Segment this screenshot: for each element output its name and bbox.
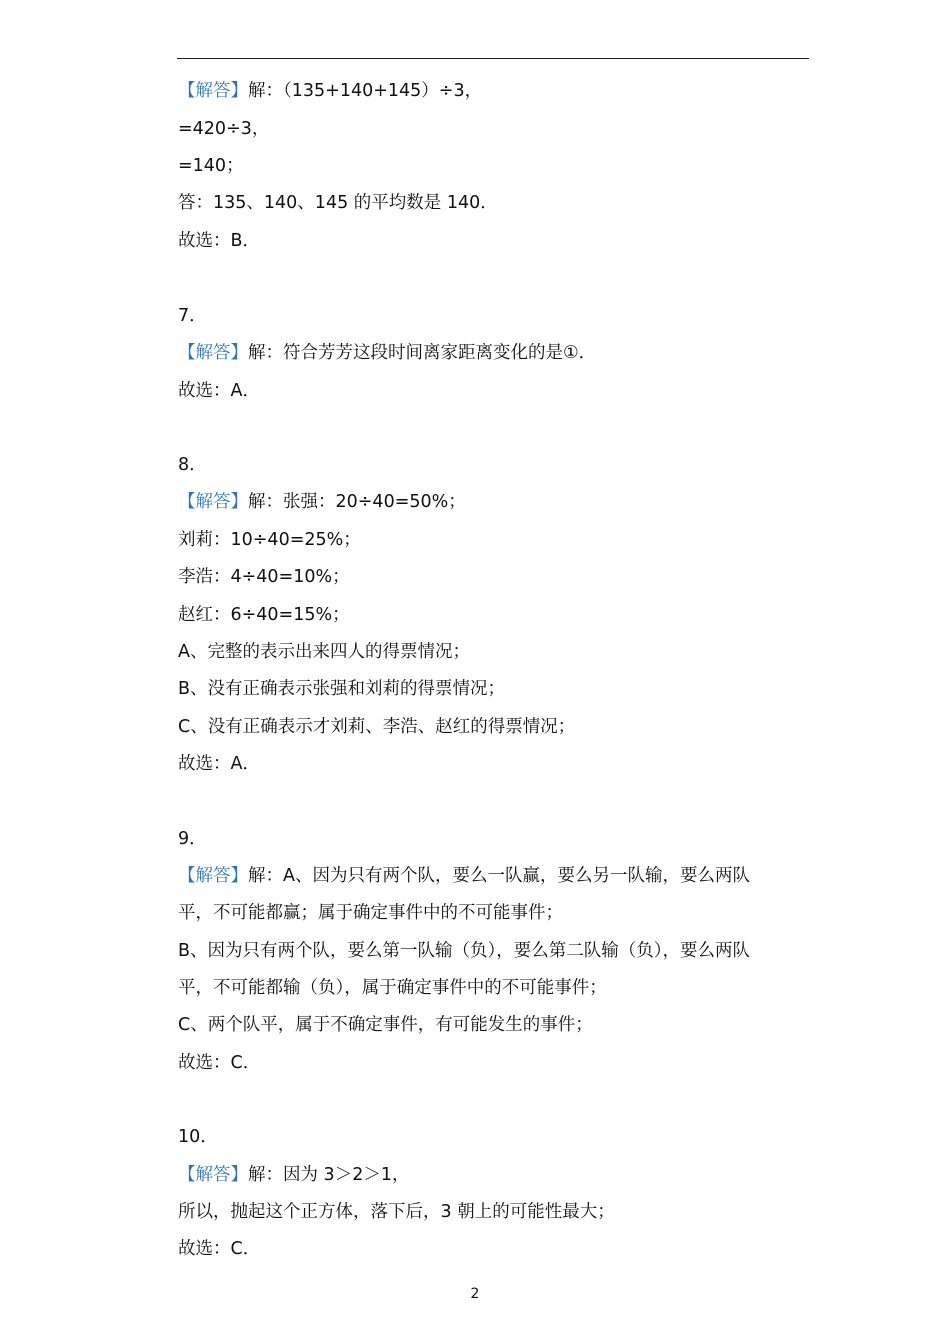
answer-line: 【解答】解：张强：20÷40=50%； bbox=[178, 492, 466, 512]
text-line: 刘莉：10÷40=25%； bbox=[178, 530, 361, 550]
header-rule bbox=[177, 58, 809, 59]
text-line: 故选：B． bbox=[178, 231, 261, 251]
text-line: 故选：C． bbox=[178, 1053, 261, 1073]
text-line: 答：135、140、145 的平均数是 140． bbox=[178, 193, 498, 213]
answer-tag: 【解答】 bbox=[178, 343, 248, 363]
answer-tag: 【解答】 bbox=[178, 866, 248, 886]
text-line: 平，不可能都输（负），属于确定事件中的不可能事件； bbox=[178, 978, 607, 998]
answer-line: 【解答】解：A、因为只有两个队，要么一队赢，要么另一队输，要么两队 bbox=[178, 866, 750, 886]
answer-tag: 【解答】 bbox=[178, 81, 248, 101]
text-line: A、完整的表示出来四人的得票情况； bbox=[178, 642, 470, 662]
answer-tag: 【解答】 bbox=[178, 1165, 248, 1185]
question-number: 8． bbox=[178, 455, 207, 475]
text-line: 赵红：6÷40=15%； bbox=[178, 605, 350, 625]
text-line: 李浩：4÷40=10%； bbox=[178, 567, 350, 587]
text-line: =140； bbox=[178, 156, 244, 176]
text-line: 平，不可能都赢；属于确定事件中的不可能事件； bbox=[178, 903, 563, 923]
text-line: 故选：C． bbox=[178, 1239, 261, 1259]
answer-line: 【解答】解：因为 3＞2＞1， bbox=[178, 1165, 410, 1185]
answer-line: 【解答】解：（135+140+145）÷3， bbox=[178, 81, 483, 101]
question-number: 7． bbox=[178, 306, 207, 326]
question-number: 10． bbox=[178, 1127, 218, 1147]
page-number: 2 bbox=[470, 1286, 480, 1302]
text-line: 故选：A． bbox=[178, 381, 260, 401]
answer-line: 【解答】解：符合芳芳这段时间离家距离变化的是①． bbox=[178, 343, 597, 363]
text-line: 所以，抛起这个正方体，落下后，3 朝上的可能性最大； bbox=[178, 1202, 615, 1222]
text-line: C、没有正确表示才刘莉、李浩、赵红的得票情况； bbox=[178, 717, 576, 737]
text-line: C、两个队平，属于不确定事件，有可能发生的事件； bbox=[178, 1015, 593, 1035]
answer-tag: 【解答】 bbox=[178, 492, 248, 512]
text-line: B、因为只有两个队，要么第一队输（负），要么第二队输（负），要么两队 bbox=[178, 941, 751, 961]
question-number: 9． bbox=[178, 829, 207, 849]
text-line: B、没有正确表示张强和刘莉的得票情况； bbox=[178, 679, 506, 699]
text-line: =420÷3， bbox=[178, 119, 270, 139]
text-line: 故选：A． bbox=[178, 754, 260, 774]
